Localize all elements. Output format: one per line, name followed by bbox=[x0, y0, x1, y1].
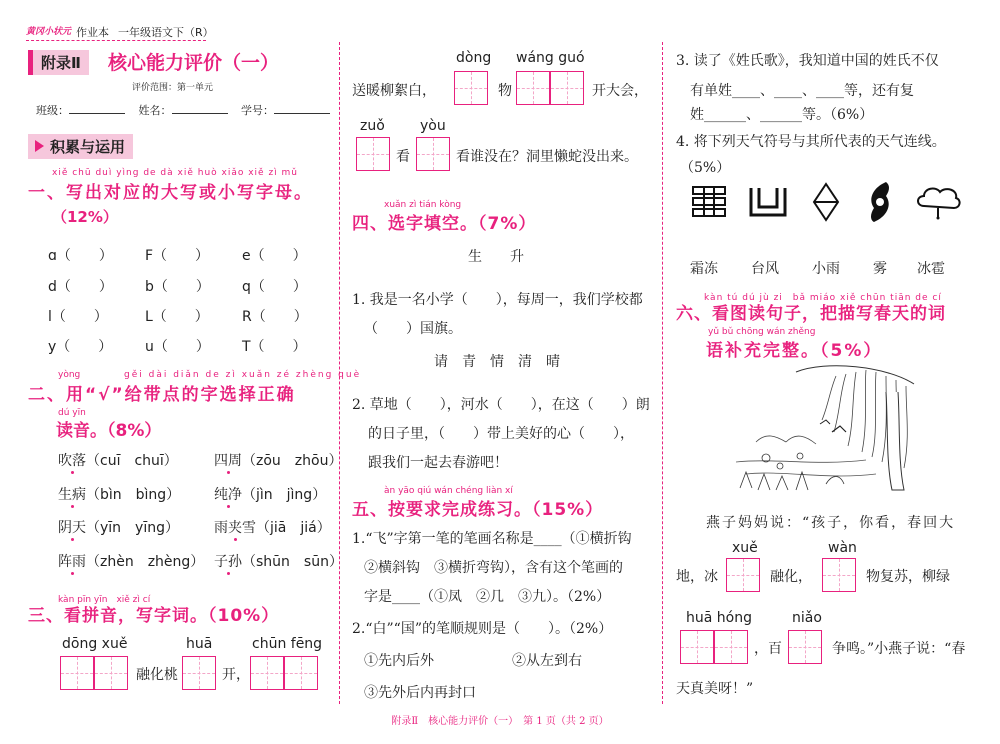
q4r-line: 4. 将下列天气符号与其所代表的天气连线。 bbox=[676, 134, 946, 150]
section-tag: 积累与运用 bbox=[28, 134, 133, 159]
q2-pinyin: gěi dài diǎn de zì xuǎn zé zhèng què bbox=[124, 370, 362, 380]
writing-grid[interactable] bbox=[356, 137, 390, 171]
pinyin-choice[interactable]: 雨夹雪（jiā jiá） bbox=[214, 520, 331, 536]
poem-text: 送暖柳絮白， bbox=[352, 83, 436, 99]
scope: 评价范围：第一单元 bbox=[132, 83, 214, 93]
logo: 黄冈小状元 bbox=[26, 27, 72, 37]
writing-grid[interactable] bbox=[516, 71, 550, 105]
poem-text: 看谁没在？洞里懒蛇没出来。 bbox=[456, 149, 638, 165]
writing-grid[interactable] bbox=[284, 656, 318, 690]
writing-grid[interactable] bbox=[822, 558, 856, 592]
letter-item[interactable]: R（ ） bbox=[242, 309, 308, 325]
q4-title: 四、选字填空。（7%） bbox=[352, 214, 537, 234]
pinyin-prompt: dōng xuě bbox=[62, 636, 128, 652]
writing-grid[interactable] bbox=[416, 137, 450, 171]
q1-title: 一、写出对应的大写或小写字母。 bbox=[28, 183, 313, 203]
passage-line: 争鸣。”小燕子说：“春 bbox=[832, 641, 966, 657]
q2-pinyin: yòng bbox=[58, 370, 81, 380]
writing-grid[interactable] bbox=[60, 656, 94, 690]
class-field[interactable] bbox=[69, 113, 125, 114]
q3-title: 三、看拼音，写字词。（10%） bbox=[28, 606, 280, 626]
pinyin-choice[interactable]: 子孙（shūn sūn） bbox=[214, 554, 343, 570]
subject: 一年级语文下（R） bbox=[118, 26, 214, 39]
writing-grid[interactable] bbox=[182, 656, 216, 690]
rain-cloud-icon[interactable] bbox=[914, 184, 962, 220]
passage-line: ，百 bbox=[754, 641, 782, 657]
q4-sentence: 2. 草地（ ），河水（ ），在这（ ）朗 bbox=[352, 397, 650, 413]
poem-text: 看 bbox=[396, 149, 410, 165]
q2-title: 二、用“√”给带点的字选择正确 bbox=[28, 385, 296, 405]
pinyin-prompt: xuě bbox=[732, 540, 758, 556]
weather-label[interactable]: 雾 bbox=[873, 261, 887, 277]
pinyin-prompt: niǎo bbox=[792, 610, 822, 626]
q1-pinyin: xiě chū duì yìng de dà xiě huò xiǎo xiě zì mǔ bbox=[52, 168, 299, 178]
student-info: 班级： 姓名： 学号： bbox=[36, 102, 330, 118]
pinyin-prompt: wàn bbox=[828, 540, 857, 556]
q1-score: （12%） bbox=[52, 208, 118, 226]
weather-label[interactable]: 台风 bbox=[751, 261, 779, 277]
q5-line: ②横斜钩 ③横折弯钩），含有这个笔画的 bbox=[364, 560, 623, 576]
pinyin-choice[interactable]: 四周（zōu zhōu） bbox=[214, 453, 343, 469]
footer: 附录Ⅱ 核心能力评价（一） 第 1 页（共 2 页） bbox=[391, 716, 609, 727]
hail-icon[interactable] bbox=[812, 182, 840, 222]
passage-line: 地，冰 bbox=[676, 569, 718, 585]
passage-line: 物复苏，柳绿 bbox=[866, 569, 950, 585]
header-rule bbox=[26, 40, 206, 41]
pinyin-prompt: huā hóng bbox=[686, 610, 752, 626]
pinyin-choice[interactable]: 生病（bìn bìng） bbox=[58, 487, 181, 503]
q2-pinyin: dú yīn bbox=[58, 408, 86, 418]
q5-line: 字是____（①凤 ②几 ③九）。（2%） bbox=[364, 589, 611, 605]
appendix-badge: 附录Ⅱ bbox=[28, 50, 89, 75]
id-field[interactable] bbox=[274, 113, 330, 114]
writing-grid[interactable] bbox=[714, 630, 748, 664]
letter-item[interactable]: L（ ） bbox=[145, 309, 209, 325]
q3r-line: 3. 读了《姓氏歌》，我知道中国的姓氏不仅 bbox=[676, 53, 939, 69]
writing-grid[interactable] bbox=[550, 71, 584, 105]
weather-label[interactable]: 冰雹 bbox=[917, 261, 945, 277]
writing-grid[interactable] bbox=[726, 558, 760, 592]
letter-item[interactable]: l（ ） bbox=[48, 309, 108, 325]
q6-pinyin: yǔ bǔ chōng wán zhěng bbox=[708, 327, 816, 337]
writing-grid[interactable] bbox=[788, 630, 822, 664]
frost-icon[interactable] bbox=[692, 186, 726, 218]
pinyin-prompt: wáng guó bbox=[516, 50, 585, 66]
q5-pinyin: àn yāo qiú wán chéng liàn xí bbox=[384, 486, 513, 496]
letter-item[interactable]: T（ ） bbox=[242, 339, 307, 355]
letter-row bbox=[48, 245, 307, 265]
q6-title-cont: 语补充完整。（5%） bbox=[706, 341, 883, 361]
char-options: 请 青 情 清 晴 bbox=[434, 354, 560, 370]
q5-option[interactable]: ②从左到右 bbox=[512, 653, 582, 669]
q4r-line: （5%） bbox=[680, 160, 731, 176]
letter-item[interactable]: b（ ） bbox=[145, 279, 210, 295]
q3-text: 开， bbox=[222, 667, 250, 683]
letter-item[interactable]: F（ ） bbox=[145, 248, 210, 264]
q3r-line: 姓______、______等。（6%） bbox=[690, 107, 874, 123]
letter-row bbox=[48, 306, 308, 326]
letter-row bbox=[48, 276, 307, 296]
writing-grid[interactable] bbox=[250, 656, 284, 690]
letter-row bbox=[48, 336, 307, 356]
passage-line: 天真美呀！” bbox=[676, 681, 754, 697]
poem-text: 物 bbox=[498, 83, 512, 99]
q3-text: 融化桃 bbox=[136, 667, 178, 683]
frost-symbol-icon[interactable] bbox=[748, 186, 788, 218]
q5-line: 2.“白”“国”的笔顺规则是（ ）。（2%） bbox=[352, 621, 613, 637]
pinyin-choice[interactable]: 阵雨（zhèn zhèng） bbox=[58, 554, 205, 570]
page-title: 核心能力评价（一） bbox=[108, 52, 280, 74]
pinyin-prompt: yòu bbox=[420, 118, 446, 134]
q4-sentence: 跟我们一起去春游吧！ bbox=[368, 455, 508, 471]
letter-item[interactable]: d（ ） bbox=[48, 279, 113, 295]
spring-scene-illustration bbox=[736, 362, 922, 492]
letter-item[interactable]: ɑ（ ） bbox=[48, 248, 113, 264]
column-divider bbox=[662, 42, 663, 704]
q5-option[interactable]: ①先内后外 bbox=[364, 653, 434, 669]
letter-item[interactable]: e（ ） bbox=[242, 248, 307, 264]
name-field[interactable] bbox=[172, 113, 228, 114]
q5-line: 1.“飞”字第一笔的笔画名称是____（①横折钩 bbox=[352, 531, 632, 547]
q6-pinyin: kàn tú dú jù zi bǎ miáo xiě chūn tiān de cí bbox=[704, 293, 942, 303]
letter-item[interactable]: u（ ） bbox=[145, 339, 210, 355]
q4-sentence: （ ）国旗。 bbox=[364, 321, 462, 337]
writing-grid[interactable] bbox=[454, 71, 488, 105]
pinyin-prompt: zuǒ bbox=[360, 118, 385, 134]
pinyin-choice[interactable]: 纯净（jìn jìng） bbox=[214, 487, 327, 503]
q3r-line: 有单姓____、____、____等，还有复 bbox=[690, 83, 914, 99]
passage-line: 融化， bbox=[770, 569, 812, 585]
q2-title-cont: 读音。（8%） bbox=[56, 421, 162, 441]
brand: 作业本 bbox=[76, 26, 109, 39]
letter-item[interactable]: y（ ） bbox=[48, 339, 113, 355]
poem-text: 开大会， bbox=[592, 83, 648, 99]
pinyin-prompt: huā bbox=[186, 636, 213, 652]
q4-sentence: 1. 我是一名小学（ ），每周一，我们学校都 bbox=[352, 292, 643, 308]
pinyin-choice[interactable]: 吹落（cuī chuī） bbox=[58, 453, 178, 469]
writing-grid[interactable] bbox=[94, 656, 128, 690]
q4-sentence: 的日子里，（ ）带上美好的心（ ）， bbox=[368, 426, 634, 442]
q5-option[interactable]: ③先外后内再封口 bbox=[364, 685, 476, 701]
writing-grid[interactable] bbox=[680, 630, 714, 664]
q6-title: 六、看图读句子，把描写春天的词 bbox=[676, 304, 946, 324]
pinyin-prompt: dòng bbox=[456, 50, 492, 66]
weather-label[interactable]: 霜冻 bbox=[690, 261, 718, 277]
pinyin-prompt: chūn fēng bbox=[252, 636, 323, 652]
weather-label[interactable]: 小雨 bbox=[812, 261, 840, 277]
pinyin-choice[interactable]: 阴天（yīn yīng） bbox=[58, 520, 179, 536]
q5-title: 五、按要求完成练习。（15%） bbox=[352, 500, 604, 520]
char-options: 生 升 bbox=[468, 249, 524, 265]
q4-pinyin: xuǎn zì tián kòng bbox=[384, 200, 462, 210]
typhoon-icon[interactable] bbox=[864, 180, 896, 224]
q3-pinyin: kàn pīn yīn xiě zì cí bbox=[58, 595, 151, 605]
letter-item[interactable]: q（ ） bbox=[242, 279, 307, 295]
passage-line: 燕子妈妈说：“孩子，你看，春回大 bbox=[706, 515, 956, 531]
